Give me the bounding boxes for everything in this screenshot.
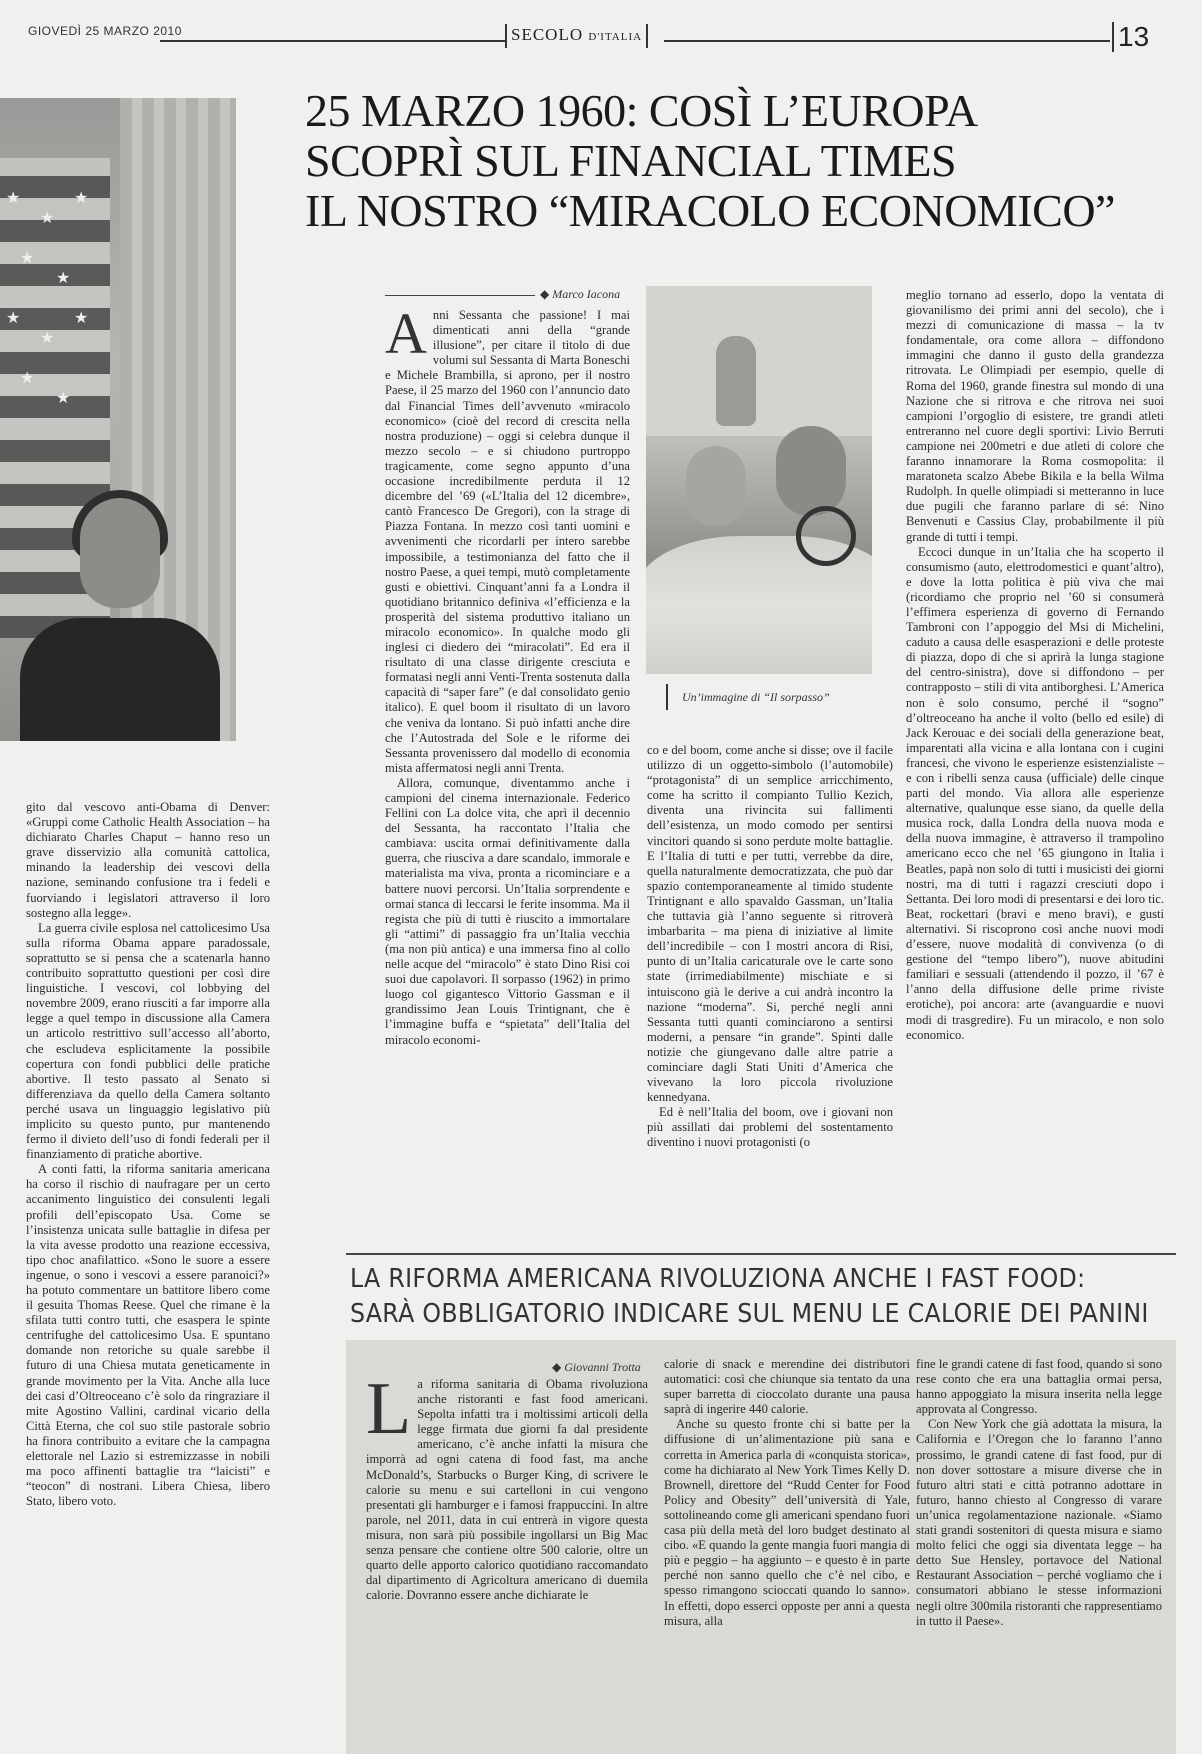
headline-line-1: 25 MARZO 1960: COSÌ L’EUROPA bbox=[305, 85, 978, 136]
column-text: fine le grandi catene di fast food, quando si sono rese conto che era una battaglia ormai persa, hanno appoggiato la misura inserita nella legge approvata al Congresso. bbox=[916, 1357, 1162, 1417]
photo-woman-with-flag: ★ ★ ★ ★ ★ ★ ★ ★ ★ ★ bbox=[0, 98, 236, 741]
column-text: Con New York che già adottata la misura, la California e l’Oregon che lo faranno l’anno prossimo, le grandi catene di fast food, pur di non dover sottostare a misure diverse che in futuro altri stati e città potranno adottare in futuro, hanno chiesto al Congresso di varare un’unica regolamentazione nazionale. «Siamo stati grandi sostenitori di questa misura e siamo molto felici che oggi sia diventata legge – ha detto Sue Hensley, portavoce del National Restaurant Association – perché vogliamo che i consumatori abbiano le stesse informazioni negli oltre 300mila ristoranti che rappresentiamo in tutto il Paese». bbox=[916, 1417, 1162, 1628]
page-number: 13 bbox=[1112, 22, 1149, 52]
column-text: a riforma sanitaria di Obama rivoluziona anche ristoranti e fast food americani. Sepolta infatti tra i moltissimi articoli della legge firmata due giorni fa dal presidente americano, c’è anche infatti la misura che imporrà ad ogni catena di food fast, ma anche McDonald’s, Starbucks o Burger King, di scrivere le calorie su menu e sui cartelloni in cui vengono presentati gli hamburger e i famosi frappuccini. In altre parole, nel 2011, data in cui entrerà in vigore questa misura, non sarà più possibile ingollarsi un Big Mac senza pensare che contiene oltre 500 calorie, oltre un quarto delle apporto calorico quotidiano raccomandato dal dipartimento di Agricoltura americano di duemila calorie. Dovranno essere anche dichiarate le bbox=[366, 1377, 648, 1603]
article-column-3 bbox=[906, 288, 1164, 1188]
box-column-1 bbox=[366, 1377, 648, 1747]
byline-author: Marco Iacona bbox=[552, 287, 621, 301]
column-text: A conti fatti, la riforma sanitaria americana ha corso il rischio di naufragare per un certo accanimento linguistico dei consulenti legali profili dell’episcopato Usa. Come se l’insistenza unicata sulle battaglie in difesa per la vita avesse prodotto una reazione eccessiva, tipo choc anafilattico. «Sono le suore a essere ingenue, o sono i vescovi a essere paranoici?» ha potuto commentare un battitore libero come il gesuita Thomas Reese. Quel che rimane è la sfilata tutti contro tutti, che esaspera le spinte centrifughe del cattolicesimo Usa. E spuntano domande non retoriche su quale sarebbe il futuro di una Chiesa mutata geneticamente in grande movimento per la Vita. Anche alla luce dei casi d’Oltreoceano c’è solo da ringraziare il mite Agostino Vallini, cardinal vicario della Città Eterna, che col suo stile pastorale sobrio ha finora contribuito a evitare che la campagna elettorale nel Lazio si estremizzasse in nobili ma poco affinenti battaglie tra “laicisti” e “teocon” di nostrani. Libera Chiesa, libero Stato, libero voto. bbox=[26, 1162, 270, 1509]
main-headline bbox=[305, 86, 1185, 236]
box-byline bbox=[552, 1360, 641, 1375]
column-text: Eccoci dunque in un’Italia che ha scoperto il consumismo (auto, elettrodomestici e quant’altro), e dove la lotta politica è più viva che mai (ricordiamo che proprio nel ’60 si consumerà l’effimera esperienza di governo di Fernando Tambroni con l’appoggio del Msi di Michelini, caduto a causa delle esasperazioni e delle proteste di piazza, dopo di che si aprirà la lunga stagione del centro-sinistra), dove si diffondono – per contrapposto – stili di vita antiborghesi. L’America non è solo consumo, perché il “sogno” d’oltreoceano ha anche il volto (bello ed esile) di Jack Kerouac e dei sociali della generazione beat, imparentati alla vicina e alla lontana con i cugini francesi, che vivono le esperienze esistenzialiste – e con i ribelli senza causa (ufficiale) delle cinque parti del mondo. Via allora alle esperienze alternative, qualunque esse siano, da quelle della musica rock, dalla Londra della nuova moda e della nuova immagine, è attraverso il trampolino americano ecco che nel ’65 giungono in Italia i Beatles, papà non solo di tutti i musicisti dei giorni nostri, ma di tutti i ragazzi cresciuti dopo i Settanta. Dei loro modi di presentarsi e dei loro tic. Beat, rockettari (bravi e meno bravi), e gusti alternativi. Si riscoprono così anche nuovi modi d’essere, nuove modalità di convivenza (o di gestione del “tempo libero”), nuove abitudini familiari e sessuali (attendendo il pozzo, il ’67 è l’anno della diffusione delle prime riviste erotiche), poi ancora: arte (avanguardie e nuovi modi di trasgredire). Fu un miracolo, e non solo economico. bbox=[906, 544, 1164, 1042]
box-column-2 bbox=[664, 1357, 910, 1747]
column-text: La guerra civile esplosa nel cattolicesimo Usa sulla riforma Obama appare paradossale, soprattutto se si pensa che a scatenarla hanno contribuito soprattutto questioni per così dire linguistiche. I vescovi, col lobbying del novembre 2009, erano riusciti a far imporre alla legge a quel tempo in discussione alla Camera un articolo restrittivo sull’accesso all’aborto, che escludeva esplicitamente la possibile copertura con fondi pubblici delle pratiche abortive. Il testo passato al Senato si differenziava da quello della Camera soltanto perché usava un linguaggio legislativo più implicito su questo punto, pur mantenendo fermo il divieto dell’uso di fondi federali per il finanziamento di pratiche abortive. bbox=[26, 920, 270, 1162]
issue-date: GIOVEDÌ 25 MARZO 2010 bbox=[28, 24, 182, 38]
left-article-column bbox=[26, 800, 270, 1740]
byline-bullet: ◆ bbox=[552, 1360, 565, 1374]
masthead-name-small: D'ITALIA bbox=[588, 31, 643, 43]
box-column-3 bbox=[916, 1357, 1162, 1747]
box-top-rule bbox=[346, 1253, 1176, 1255]
masthead-name: SECOLO bbox=[511, 25, 584, 44]
byline-author: Giovanni Trotta bbox=[564, 1360, 641, 1374]
masthead-rule-right bbox=[664, 40, 1110, 42]
box-headline-line-2: SARÀ OBBLIGATORIO INDICARE SUL MENU LE CALORIE DEI PANINI bbox=[350, 1299, 1149, 1329]
article-column-1 bbox=[385, 308, 630, 1198]
box-headline bbox=[350, 1262, 1149, 1332]
box-dropcap: L bbox=[366, 1377, 412, 1450]
byline-bullet: ◆ bbox=[540, 287, 553, 301]
article-column-2 bbox=[647, 743, 893, 1198]
article-byline bbox=[540, 287, 620, 302]
masthead-rule-left bbox=[160, 40, 505, 42]
photo-caption: Un’immagine di “Il sorpasso” bbox=[666, 684, 876, 710]
column-text: gito dal vescovo anti-Obama di Denver: «Gruppi come Catholic Health Association – ha dichiarato Charles Chaput – hanno reso un grave disservizio alla comunità cattolica, minando la leadership dei vescovi della nazione, seminando confusione tra i fedeli e fuorviando i legislatori attraverso il loro sostegno alla legge». bbox=[26, 800, 270, 920]
photo-il-sorpasso bbox=[646, 286, 872, 674]
column-text: Anche su questo fronte chi si batte per la diffusione di un’alimentazione più sana e corretta in America parla di «conquista storica», come ha dichiarato al New York Times Kelly D. Brownell, direttore del “Rudd Center for Food Policy and Obesity” dell’università di Yale, sottolineando come gli americani spendano fuori casa più della metà del loro budget destinato al cibo. «E quando la gente mangia fuori mangia di più e peggio – ha aggiunto – e questo è in parte perché non sanno quello che c’è nel cibo, e spesso rimangono scioccati quando lo sanno». In effetti, dopo esserci opposte per anni a questa misura, alla bbox=[664, 1417, 910, 1628]
headline-line-2: SCOPRÌ SUL FINANCIAL TIMES bbox=[305, 135, 957, 186]
column-text: Ed è nell’Italia del boom, ove i giovani non più assillati dai problemi del sostentamento diventino i nuovi protagonisti (o bbox=[647, 1105, 893, 1150]
column-text: nni Sessanta che passione! I mai dimenticati anni della “grande illusione”, per citare il titolo di due volumi sul Sessanta di Marta Boneschi e Michele Brambilla, si aprono, per il nostro Paese, il 25 marzo del 1960 con l’annuncio dato dal Financial Times dell’avvenuto «miracolo economico» (cioè del record di crescita nella nostra produzione) – oggi si celebra dunque il mezzo secolo – e si chiudono purtroppo tragicamente, come segno appunto d’una occasione incredibilmente perduta il 12 dicembre del ’69 («L’Italia del 12 dicembre», cantò Francesco De Gregori), con la strage di Piazza Fontana. In mezzo così tanti uomini e avvenimenti che ricordarli per intero sarebbe impossibile, a testimonianza del fatto che il nostro Paese, a quei tempi, mutò completamente gusti e obiettivi. Cinquant’anni fa a Londra il quotidiano britannico definiva «l’efficienza e la prosperità del sistema produttivo italiano un miracolo economico». In qualche modo gli inglesi ci diedero dei “miracolati”. Ed era il risultato di una classe dirigente cresciuta e formatasi negli anni Venti-Trenta sostenuta dalla capacità di “saper fare” (e dal consolidato genio italico). E quel boom il risultato di un lavoro che veniva da lontano. Si può infatti anche dire che l’Autostrada del Sole e le riforme dei Sessanta provenissero dal modello di economia mista affermatosi negli anni Trenta. bbox=[385, 308, 630, 775]
dropcap: A bbox=[385, 308, 427, 366]
column-text: calorie di snack e merendine dei distributori automatici: così che chiunque sia tentato da una super barretta di cioccolato durante una pausa saprà di ingerire 440 calorie. bbox=[664, 1357, 910, 1417]
box-headline-line-1: LA RIFORMA AMERICANA RIVOLUZIONA ANCHE I FAST FOOD: bbox=[350, 1264, 1086, 1294]
byline-rule bbox=[385, 295, 535, 296]
headline-line-3: IL NOSTRO “MIRACOLO ECONOMICO” bbox=[305, 185, 1115, 236]
column-text: co e del boom, come anche si disse; ove il facile utilizzo di un oggetto-simbolo (l’automobile) “protagonista” di un semplice arricchimento, come ha scritto il compianto Tullio Kezich, diventa una rivincita sui fallimenti dell’esistenza, un modo comodo per sentirsi vincitori quando si sono perdute molte battaglie. E l’Italia di tutti e per tutti, verrebbe da dire, quella naturalmente democratizzata, che può dar spazio contemporaneamente al timido studente Trintignant e allo spavaldo Gassman, un’Italia che tuttavia già l’anno seguente si ritroverà imbarbarita – ma piena di iniziative al limite dell’incredibile – con I mostri ancora di Risi, punto di un’Italia caricaturale ove le carte sono state (irrimediabilmente) mischiate e si intuiscono già le derive a cui andrà incontro la nazione “moderna”. Si, perché negli anni Sessanta tutti quanti cominciarono a sentirsi moderni, a pensare “in grande”. Spinti dalle notizie che giungevano dalle altre patrie a cominciare dagli Stati Uniti d’America che vivevano la loro piccola rivoluzione kennedyana. bbox=[647, 743, 893, 1105]
column-text: meglio tornano ad esserlo, dopo la ventata di giovanilismo dei primi anni del secolo), che i mezzi di comunicazione di massa – la tv fondamentale, ora come allora – diffondono immagini che danno il gusto della grandezza ritrovata. Le Olimpiadi per esempio, quelle di Roma del 1960, grande finestra sul mondo di una Nazione che si ritrova e che ritrova nei suoi campioni l’orgoglio di esistere, tre grandi atleti entreranno nel cuore degli sportivi: Livio Berruti campione nei 200metri e due atleti di colore che faranno innamorare la Roma cosmopolita: il maratoneta scalzo Abebe Bikila e la bella Wilma Rudolph. In quelle olimpiadi si metteranno in luce due pugili che faranno parlare di sé: Nino Benvenuti e Cassius Clay, probabilmente il più grande di tutti i tempi. bbox=[906, 288, 1164, 544]
masthead-title bbox=[505, 24, 648, 48]
column-text: Allora, comunque, diventammo anche i campioni del cinema internazionale. Federico Fellini con La dolce vita, che aprì il decennio del Sessanta, ha raccontato l’Italia che cambiava: uscita ormai definitivamente dalla guerra, che riusciva a dare scandalo, immorale e materialista ma viva, pronta a ricominciare e a battere nuovi percorsi. Un’Italia sorprendente e ormai stanca di leccarsi le ferite insomma. Ma il regista che più di tutti è riuscito a immortalare gli “attimi” di passaggio fra un’Italia vecchia (ma non più antica) e una immersa fino al collo nelle acque del “miracolo” è stato Dino Risi coi suoi due capolavori. Il sorpasso (1962) in primo luogo col gigantesco Vittorio Gassman e il grandissimo Jean Louis Trintignant, che è l’immagine buffa e “spietata” dell’Italia del miracolo economi- bbox=[385, 775, 630, 1047]
